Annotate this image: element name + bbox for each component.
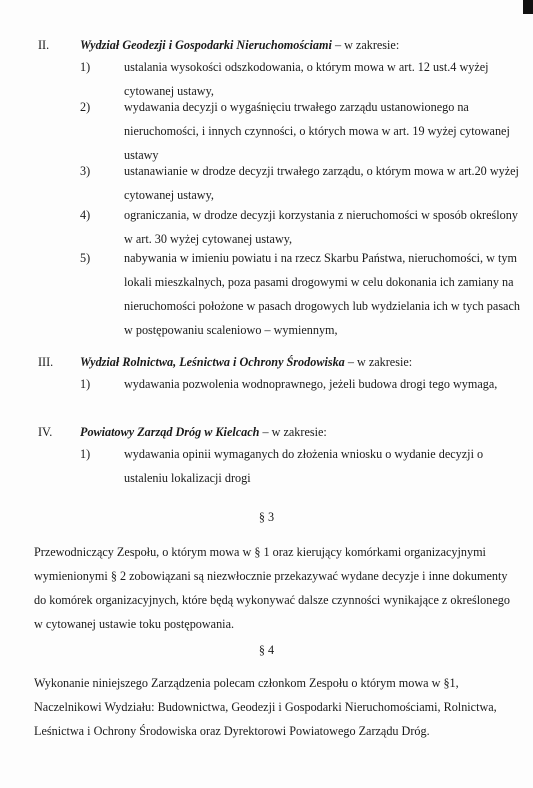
item-text: wydawania pozwolenia wodnoprawnego, jeżeli budowa drogi tego wymaga, bbox=[124, 377, 498, 391]
item-number: 5) bbox=[80, 251, 91, 265]
item-text: ustalania wysokości odszkodowania, o którym mowa w art. 12 ust.4 wyżej cytowanej ustawy, bbox=[124, 60, 489, 98]
scan-corner-mark bbox=[523, 0, 533, 14]
section-heading bbox=[80, 425, 327, 440]
section-number: III. bbox=[38, 355, 54, 369]
item-text: wydawania opinii wymaganych do złożenia wniosku o wydanie decyzji o ustaleniu lokalizacji drogi bbox=[124, 447, 484, 485]
item-number: 1) bbox=[80, 377, 91, 391]
item-number: 1) bbox=[80, 447, 91, 461]
item-number: 2) bbox=[80, 100, 91, 114]
item-text: ustanawianie w drodze decyzji trwałego zarządu, o którym mowa w art.20 wyżej cytowanej ustawy, bbox=[124, 164, 519, 202]
section-heading bbox=[80, 355, 412, 370]
item-text: ograniczania, w drodze decyzji korzystania z nieruchomości w sposób określony w art. 30 wyżej cytowanej ustawy, bbox=[124, 208, 518, 246]
paragraph-sign: § 3 bbox=[258, 510, 275, 524]
item-number: 1) bbox=[80, 60, 91, 74]
section-suffix: – w zakresie: bbox=[344, 355, 413, 369]
section-title: Wydział Rolnictwa, Leśnictwa i Ochrony Środowiska bbox=[80, 355, 345, 369]
section-number: IV. bbox=[38, 425, 53, 439]
item-text: wydawania decyzji o wygaśnięciu trwałego zarządu ustanowionego na nieruchomości, i innych czynności, o których mowa w art. 19 wyżej cytowanej ustawy bbox=[124, 100, 510, 162]
paragraph-text: Wykonanie niniejszego Zarządzenia polecam członkom Zespołu o którym mowa w §1, Naczelnikowi Wydziału: Budownictwa, Geodezji i Gospodarki Nieruchomościami, Rolnictwa, Leśnictwa i Ochrony Środowiska oraz Dyrektorowi Powiatowego Zarządu Dróg. bbox=[34, 676, 497, 738]
item-number: 4) bbox=[80, 208, 91, 222]
section-suffix: – w zakresie: bbox=[331, 38, 400, 52]
item-text: nabywania w imieniu powiatu i na rzecz Skarbu Państwa, nieruchomości, w tym lokali mieszkalnych, poza pasami drogowymi w celu dokonania ich zamiany na nieruchomości położone w pasach drogowych lub wydzielania ich w tych pasach w postępowaniu scaleniowo – wymiennym, bbox=[124, 251, 520, 337]
section-title: Powiatowy Zarząd Dróg w Kielcach bbox=[80, 425, 260, 439]
paragraph-sign: § 4 bbox=[258, 643, 275, 657]
section-suffix: – w zakresie: bbox=[259, 425, 327, 439]
section-title: Wydział Geodezji i Gospodarki Nieruchomościami bbox=[80, 38, 332, 52]
section-number: II. bbox=[38, 38, 50, 52]
section-heading bbox=[80, 38, 399, 53]
paragraph-text: Przewodniczący Zespołu, o którym mowa w § 1 oraz kierujący komórkami organizacyjnymi wymienionymi § 2 zobowiązani są niezwłocznie przekazywać wydane decyzje i inne dokumenty do komórek organizacyjnych, które będą wykonywać dalsze czynności wynikające z określonego w cytowanej ustawie toku postępowania. bbox=[34, 545, 510, 631]
item-number: 3) bbox=[80, 164, 91, 178]
